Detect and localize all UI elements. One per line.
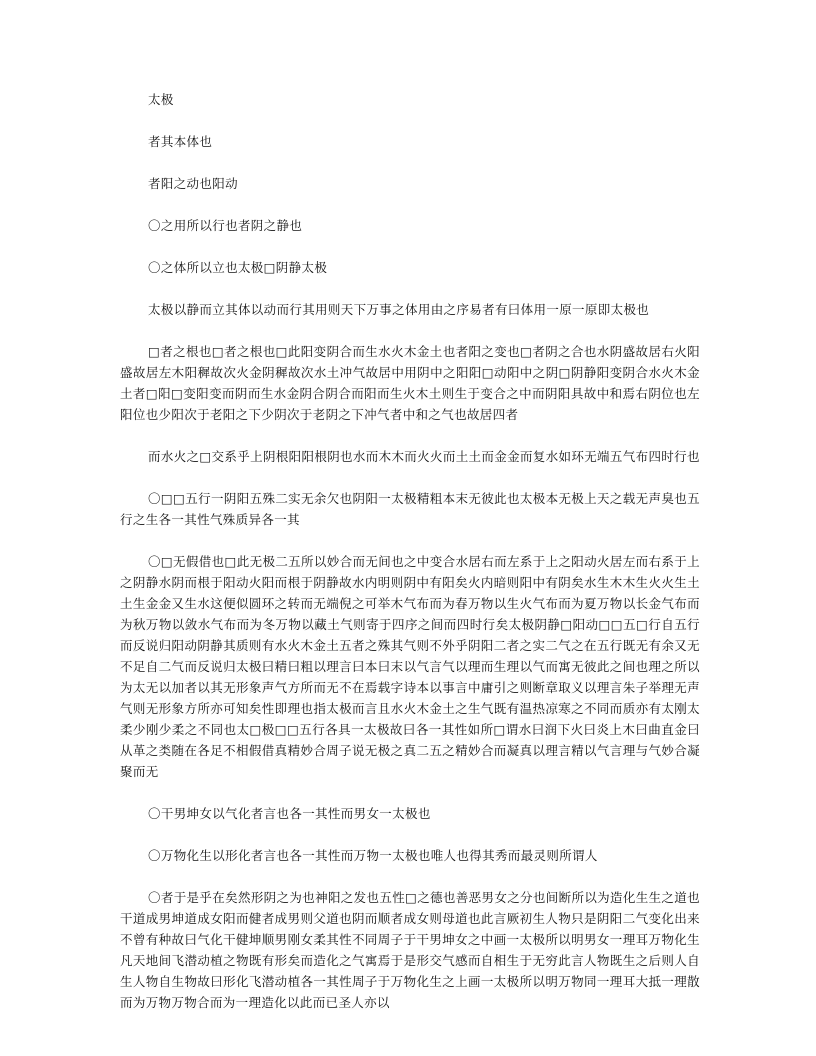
- paragraph: 者其本体也: [148, 134, 213, 149]
- paragraph: 〇者于是乎在矣然形阴之为也神阳之发也五性□之德也善恶男女之分也间断所以为造化生生之道也干道成男坤道成女阳而健者成男则父道也阴而顺者成女则母道也此言厥初生人物只是阴阳二气变化出来不曾有种故曰气化干健坤顺男刚女柔其性不同周子于干男坤女之中画一太极所以明男女一理耳万物化生凡天地间飞潜动植之物既有形矣而造化之气寓焉于是形交气感而自相生于无穷此言人物既生之后则人自生人物自生物故曰形化飞潜动植各一其性周子于万物化生之上画一太极所以明万物同一理耳大抵一理散而为万物万物合而为一理造化以此而已圣人亦以: [120, 890, 700, 1010]
- paragraph: 〇□□五行一阴阳五殊二实无余欠也阴阳一太极精粗本末无彼此也太极本无极上天之载无声臭也五行之生各一其性气殊质异各一其: [120, 491, 700, 527]
- paragraph: 〇□无假借也□此无极二五所以妙合而无间也之中变合水居右而左系于上之阳动火居左而右系于上之阴静水阴而根于阳动火阳而根于阴静故水内明则阴中有阳矣火内暗则阳中有阴矣水生木木生火火生土土生金金又生水这便似圆环之转而无端倪之可举木气布而为春万物以生火气布而为夏万物以长金气布而为秋万物以敛水气布而为冬万物以藏土气则寄于四序之间而四时行矣太极阴静□阳动□□五□行自五行而反说归阳动阴静其质则有水火木金土五者之殊其气则不外乎阴阳二者之实二气之在五行既无有余又无不足自二气而反说归太极曰精曰粗以理言曰本曰末以气言气以理而生理以气而寓无彼此之间也理之所以为太无以加者以其无形象声气方所而无不在焉载字诗本以事言中庸引之则断章取义以理言朱子举理无声气则无形象方所亦可知矣性即理也指太极而言且水火木金土之生气既有温热凉寒之不同而质亦有太刚太柔少刚少柔之不同也太□极□□五行各具一太极故曰各一其性如所□谓水曰润下火曰炎上木曰曲直金曰从革之类随在各足不相假借真精妙合周子说无极之真二五之精妙合而凝真以理言精以气言理与气妙合凝聚而无: [120, 554, 700, 779]
- paragraph: □者之根也□者之根也□此阳变阴合而生水火木金土也者阳之变也□者阴之合也水阴盛故居右火阳盛故居左木阳穉故次火金阴穉故次水土冲气故居中用阴中之阳阳□动阳中之阴□阴静阳变阴合水火木金土者□阳□变阳变而阴而生水金阴合阴合而阳而生火木土则生于变合之中而阴阳具故中和焉右阴位也左阳位也少阳次于老阳之下少阴次于老阴之下冲气者中和之气也故居四者: [120, 344, 700, 422]
- paragraph: 〇之用所以行也者阴之静也: [148, 218, 303, 233]
- paragraph: 〇之体所以立也太极□阴静太极: [148, 260, 328, 275]
- document-body: [120, 89, 700, 1034]
- paragraph: 〇万物化生以形化者言也各一其性而万物一太极也唯人也得其秀而最灵则所谓人: [148, 848, 598, 863]
- paragraph: 〇干男坤女以气化者言也各一其性而男女一太极也: [148, 806, 431, 821]
- paragraph: 太极: [148, 92, 174, 107]
- paragraph: 而水火之□交系乎上阴根阳阳根阴也水而木木而火火而土土而金金而复水如环无端五气布四时行也: [148, 449, 700, 464]
- paragraph: 者阳之动也阳动: [148, 176, 238, 191]
- paragraph: 太极以静而立其体以动而行其用则天下万事之体用由之序易者有曰体用一原一原即太极也: [148, 302, 650, 317]
